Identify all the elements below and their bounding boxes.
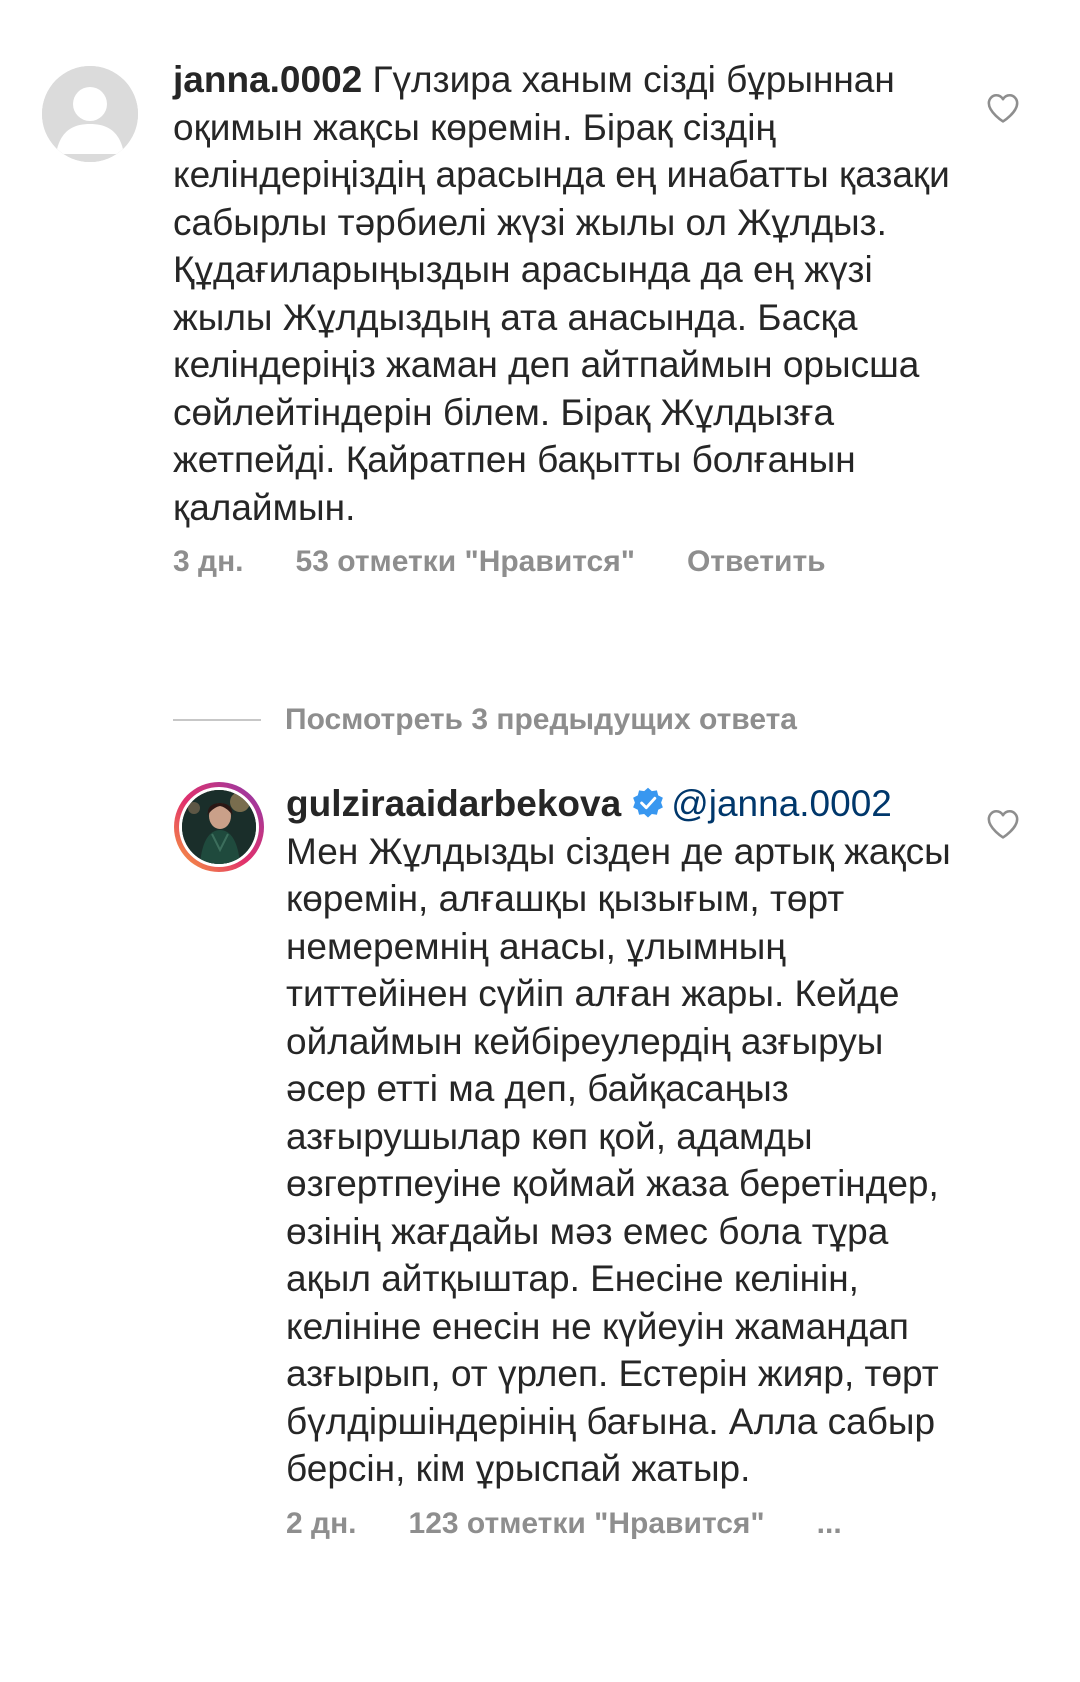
avatar-photo	[182, 790, 256, 864]
comment-text	[173, 56, 970, 531]
comment-time: 3 дн.	[173, 545, 244, 578]
mention-link[interactable]: @janna.0002	[671, 783, 892, 824]
comment-text	[286, 780, 970, 1493]
comment-body	[286, 780, 970, 1541]
comment-username[interactable]: janna.0002	[173, 59, 363, 100]
comment-time: 2 дн.	[286, 1506, 357, 1540]
heart-icon[interactable]	[986, 92, 1020, 124]
avatar[interactable]	[42, 66, 138, 162]
view-replies-label[interactable]: Посмотреть 3 предыдущих ответа	[285, 703, 797, 736]
comment-content: Мен Жұлдызды сізден де артық жақсы көремін, алғашқы қызығым, төрт немеремнің анасы, ұлымның титтейінен сүйіп алған жары. Кейде ойлаймын кейбіреулердің азғыруы әсер етті ма деп, байқасаңыз азғырушылар көп қой, адамды өзгертпеуіне қоймай жаза беретіндер, өзінің жағдайы мәз емес бола тұра ақыл айтқыштар. Енесіне келінін, келініне енесін не күйеуін жамандап азғырып, от үрлеп. Естерін жияр, төрт бүлдіршіндерінің бағына. Алла сабыр берсін, кім ұрыспай жатыр.	[286, 830, 962, 1489]
comment-content: Гүлзира ханым сізді бұрыннан оқимын жақсы көремін. Бірақ сіздің келіндеріңіздің арасында ең инабатты қазақи сабырлы тәрбиелі жүзі жылы ол Жұлдыз. Құдағиларыңыздын арасында да ең жүзі жылы Жұлдыздың ата анасында. Басқа келіндеріңіз жаман деп айтпаймын орысша сөйлейтіндерін білем. Бірақ Жұлдызға жетпейді. Қайратпен бақытты болғанын қалаймын.	[173, 59, 961, 528]
comment-body	[173, 56, 970, 579]
story-ring-inner	[179, 787, 259, 867]
view-previous-replies[interactable]	[173, 700, 797, 740]
verified-badge-icon	[631, 786, 665, 820]
comment-meta	[173, 545, 970, 579]
comment-likes[interactable]: 123 отметки "Нравится"	[408, 1506, 765, 1540]
heart-icon[interactable]	[986, 808, 1020, 840]
comment-meta	[286, 1507, 970, 1541]
comment-username[interactable]: gulziraaidarbekova	[286, 783, 622, 824]
reply-button[interactable]: Ответить	[686, 545, 826, 578]
comment-likes[interactable]: 53 отметки "Нравится"	[295, 545, 635, 578]
default-avatar-icon	[42, 66, 138, 162]
divider	[173, 719, 261, 721]
avatar[interactable]	[174, 782, 264, 872]
more-options-button[interactable]: ...	[816, 1506, 842, 1540]
profile-photo-icon	[182, 790, 256, 864]
